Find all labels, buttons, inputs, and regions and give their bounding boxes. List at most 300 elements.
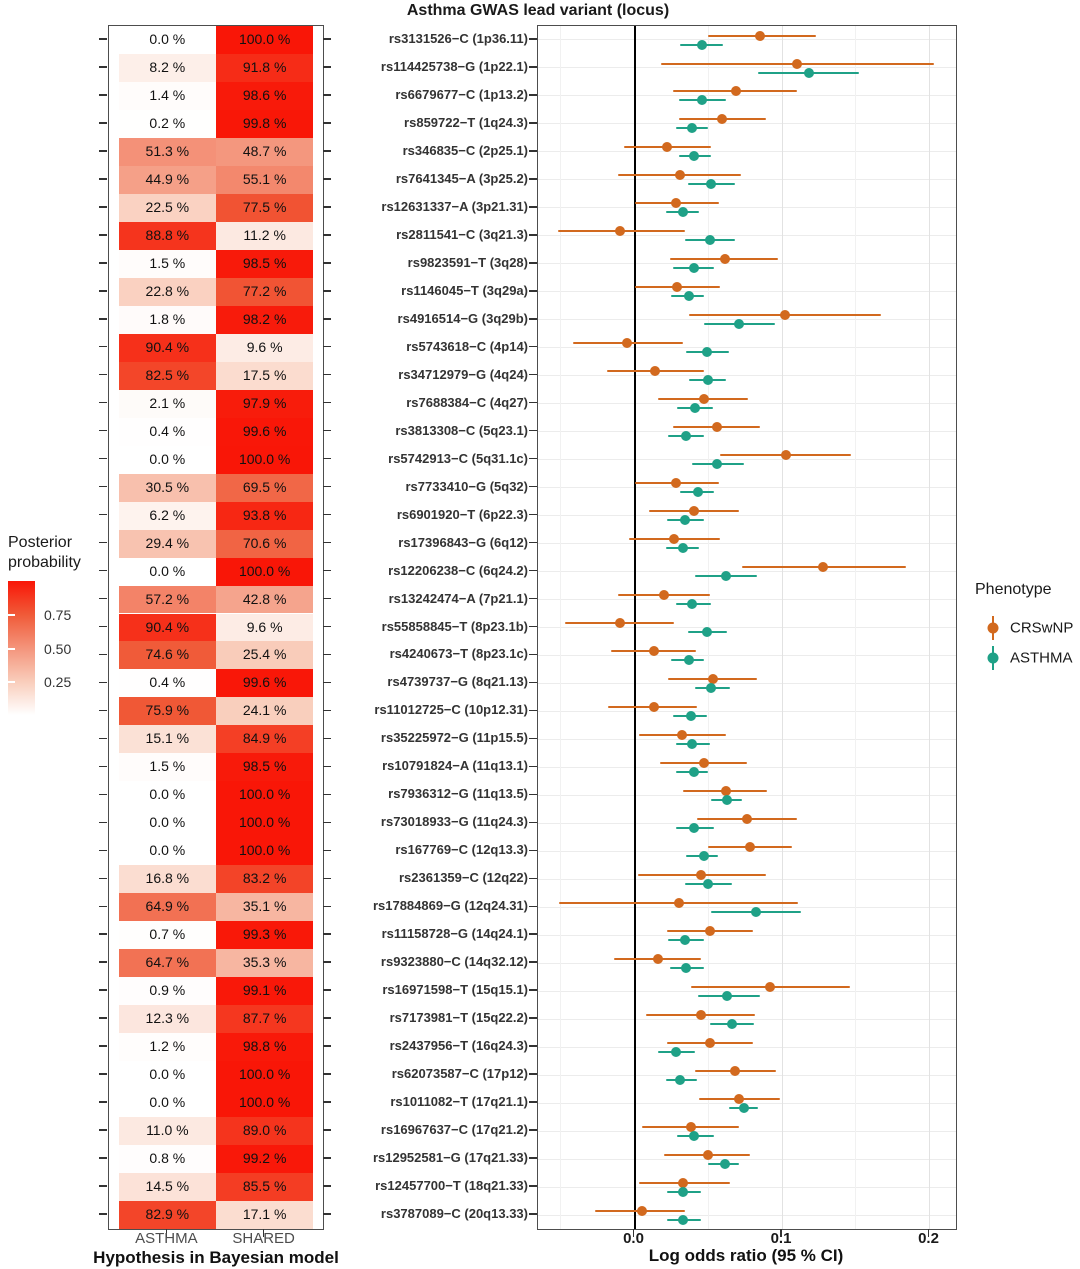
forest-point-crswnp [615,618,625,628]
heatmap-cell: 82.9 % [119,1201,216,1229]
heatmap-tick [323,206,331,208]
heatmap-cell: 29.4 % [119,530,216,558]
forest-left-tick [529,1157,537,1159]
heatmap-tick [99,94,107,96]
heatmap-tick [99,486,107,488]
legend-key-dot [988,653,999,664]
heatmap-tick [323,1129,331,1131]
variant-label: rs9323880−C (14q32.12) [380,954,528,970]
forest-left-tick [529,1185,537,1187]
forest-point-crswnp [637,1206,647,1216]
variant-label: rs5742913−C (5q31.1c) [388,450,528,466]
heatmap-tick [323,66,331,68]
variant-label: rs7688384−C (4q27) [406,394,528,410]
heatmap-tick [323,989,331,991]
heatmap-cell: 0.4 % [119,418,216,446]
heatmap-cell: 91.8 % [216,54,313,82]
heatmap-tick [323,402,331,404]
heatmap-cell: 0.4 % [119,669,216,697]
forest-point-crswnp [705,926,715,936]
heatmap-tick [99,654,107,656]
gridline-horizontal [538,235,956,236]
heatmap-tick [323,542,331,544]
heatmap-cell: 88.8 % [119,222,216,250]
forest-point-asthma [686,711,696,721]
forest-point-asthma [702,627,712,637]
forest-point-crswnp [699,758,709,768]
heatmap-cell: 48.7 % [216,138,313,166]
heatmap-tick [323,570,331,572]
forest-point-asthma [706,179,716,189]
heatmap-cell: 83.2 % [216,865,313,893]
heatmap-tick [323,1157,331,1159]
forest-panel [537,25,957,1230]
forest-left-tick [529,1101,537,1103]
legend-item-label: CRSwNP [1010,619,1074,637]
heatmap-cell: 99.3 % [216,921,313,949]
variant-label: rs7641345−A (3p25.2) [395,170,528,186]
forest-point-asthma [675,1075,685,1085]
heatmap-cell: 85.5 % [216,1173,313,1201]
forest-left-tick [529,430,537,432]
heatmap-cell: 99.6 % [216,669,313,697]
forest-point-asthma [703,879,713,889]
heatmap-x-axis-title: Hypothesis in Bayesian model [93,1248,339,1267]
forest-point-crswnp [730,1066,740,1076]
heatmap-cell: 77.5 % [216,194,313,222]
variant-label: rs73018933−G (11q24.3) [380,814,528,830]
heatmap-tick [99,1129,107,1131]
heatmap-tick [323,262,331,264]
heatmap-cell: 93.8 % [216,502,313,530]
forest-point-crswnp [703,1150,713,1160]
variant-label: rs16967637−C (17q21.2) [380,1122,528,1138]
heatmap-tick [99,430,107,432]
heatmap-cell: 98.5 % [216,753,313,781]
heatmap-cell: 99.8 % [216,110,313,138]
heatmap-cell: 25.4 % [216,641,313,669]
heatmap-tick [323,1073,331,1075]
gridline-horizontal [538,207,956,208]
heatmap-cell: 75.9 % [119,697,216,725]
posterior-colorbar-tick-label: 0.50 [44,640,72,657]
gridline-horizontal [538,95,956,96]
heatmap-tick [323,710,331,712]
heatmap-cell: 17.5 % [216,362,313,390]
heatmap-tick [99,346,107,348]
forest-point-asthma [689,151,699,161]
heatmap-cell: 64.7 % [119,949,216,977]
gridline-horizontal [538,655,956,656]
gridline-horizontal [538,487,956,488]
forest-left-tick [529,1045,537,1047]
forest-point-asthma [706,683,716,693]
heatmap-cell: 9.6 % [216,614,313,642]
forest-left-tick [529,570,537,572]
forest-point-asthma [734,319,744,329]
heatmap-cell: 74.6 % [119,641,216,669]
forest-left-tick [529,822,537,824]
heatmap-cell: 1.8 % [119,306,216,334]
heatmap-cell: 100.0 % [216,446,313,474]
heatmap-cell: 0.0 % [119,781,216,809]
heatmap-tick [99,1017,107,1019]
forest-left-tick [529,150,537,152]
variant-label: rs13242474−A (7p21.1) [388,590,528,606]
variant-label: rs3813308−C (5q23.1) [395,422,528,438]
gridline-horizontal [538,375,956,376]
gridline-horizontal [538,543,956,544]
forest-point-asthma [702,347,712,357]
variant-label: rs4739737−G (8q21.13) [387,674,528,690]
zero-reference-line [634,26,636,1229]
heatmap-cell: 100.0 % [216,1089,313,1117]
heatmap-cell: 90.4 % [119,614,216,642]
heatmap-cell: 0.8 % [119,1145,216,1173]
variant-label: rs114425738−G (1p22.1) [380,58,528,74]
forest-point-crswnp [696,870,706,880]
heatmap-cell: 84.9 % [216,725,313,753]
variant-label: rs12457700−T (18q21.33) [375,1178,528,1194]
heatmap-cell: 97.9 % [216,390,313,418]
variant-label: rs17396843−G (6q12) [398,534,528,550]
forest-point-asthma [689,263,699,273]
heatmap-tick [99,514,107,516]
gridline-horizontal [538,1215,956,1216]
gridline-vertical [929,26,930,1229]
gridline-horizontal [538,291,956,292]
variant-label: rs62073587−C (17p12) [391,1066,528,1082]
heatmap-cell: 99.1 % [216,977,313,1005]
heatmap-cell: 0.0 % [119,1089,216,1117]
forest-point-asthma [739,1103,749,1113]
forest-point-asthma [705,235,715,245]
heatmap-cell: 14.5 % [119,1173,216,1201]
forest-left-tick [529,654,537,656]
variant-label: rs34712979−G (4q24) [398,366,528,382]
heatmap-tick [99,150,107,152]
forest-point-asthma [722,991,732,1001]
forest-point-asthma [680,515,690,525]
heatmap-tick [323,906,331,908]
variant-label: rs4916514−G (3q29b) [397,310,528,326]
heatmap-column-label: SHARED [232,1230,295,1247]
heatmap-tick [323,122,331,124]
heatmap-tick [323,766,331,768]
heatmap-tick [99,822,107,824]
heatmap-tick [323,150,331,152]
forest-point-crswnp [671,478,681,488]
forest-left-tick [529,66,537,68]
heatmap-tick [323,38,331,40]
gridline-horizontal [538,767,956,768]
forest-left-tick [529,738,537,740]
variant-label: rs11158728−G (14q24.1) [381,926,528,942]
forest-left-tick [529,1017,537,1019]
heatmap-tick [99,738,107,740]
heatmap-tick [323,822,331,824]
variant-label: rs5743618−C (4p14) [406,338,528,354]
heatmap-cell: 35.3 % [216,949,313,977]
gridline-horizontal [538,879,956,880]
heatmap-tick [323,1045,331,1047]
forest-left-tick [529,598,537,600]
heatmap-tick [99,122,107,124]
forest-left-tick [529,486,537,488]
variant-label: rs3131526−C (1p36.11) [388,30,528,46]
forest-point-asthma [689,1131,699,1141]
forest-point-crswnp [689,506,699,516]
gridline-horizontal [538,263,956,264]
forest-point-asthma [722,795,732,805]
heatmap-cell: 100.0 % [216,809,313,837]
forest-left-tick [529,514,537,516]
gridline-horizontal [538,907,956,908]
heatmap-tick [99,1185,107,1187]
variant-label: rs7936312−G (11q13.5) [388,786,528,802]
heatmap-tick [99,234,107,236]
forest-point-crswnp [677,730,687,740]
variant-label: rs4240673−T (8p23.1c) [389,646,528,662]
heatmap-tick [99,766,107,768]
heatmap-tick [99,290,107,292]
heatmap-tick [323,486,331,488]
heatmap-tick [99,262,107,264]
x-axis-tick-label: 0.0 [623,1230,644,1247]
heatmap-cell: 0.0 % [119,446,216,474]
heatmap-column-label: ASTHMA [135,1230,198,1247]
forest-left-tick [529,374,537,376]
gridline-horizontal [538,1019,956,1020]
forest-left-tick [529,961,537,963]
heatmap-cell: 15.1 % [119,725,216,753]
heatmap-tick [99,682,107,684]
heatmap-tick [323,626,331,628]
heatmap-cell: 44.9 % [119,166,216,194]
heatmap-tick [323,234,331,236]
heatmap-cell: 98.6 % [216,82,313,110]
gridline-horizontal [538,1131,956,1132]
heatmap-cell: 55.1 % [216,166,313,194]
forest-point-asthma [751,907,761,917]
gridline-horizontal [538,739,956,740]
heatmap-cell: 24.1 % [216,697,313,725]
heatmap-tick [99,374,107,376]
heatmap-tick [99,402,107,404]
gridline-horizontal [538,935,956,936]
heatmap-tick [99,794,107,796]
heatmap-cell: 0.0 % [119,26,216,54]
heatmap-tick [99,542,107,544]
heatmap-tick [323,290,331,292]
forest-point-asthma [681,431,691,441]
heatmap-cell: 98.2 % [216,306,313,334]
gridline-horizontal [538,711,956,712]
heatmap-tick [99,933,107,935]
heatmap-cell: 100.0 % [216,781,313,809]
forest-point-asthma [678,207,688,217]
gridline-horizontal [538,1159,956,1160]
heatmap-tick [323,654,331,656]
heatmap-tick [99,66,107,68]
forest-left-tick [529,290,537,292]
variant-label: rs859722−T (1q24.3) [404,114,528,130]
variant-label: rs17884869−G (12q24.31) [372,898,528,914]
legend-key-dot [988,623,999,634]
gridline-horizontal [538,515,956,516]
gridline-horizontal [538,1075,956,1076]
forest-point-asthma [684,291,694,301]
variant-label: rs167769−C (12q13.3) [395,842,528,858]
forest-point-asthma [690,403,700,413]
heatmap-tick [323,458,331,460]
x-axis-tick-label: 0.1 [770,1230,792,1247]
heatmap-cell: 30.5 % [119,474,216,502]
heatmap-cell: 90.4 % [119,334,216,362]
forest-left-tick [529,38,537,40]
heatmap-cell: 100.0 % [216,26,313,54]
forest-point-asthma [727,1019,737,1029]
legend-item-label: ASTHMA [1010,649,1073,667]
posterior-colorbar-notch [8,648,15,650]
gridline-horizontal [538,683,956,684]
heatmap-cell: 2.1 % [119,390,216,418]
heatmap-tick [323,94,331,96]
forest-left-tick [529,989,537,991]
posterior-colorbar-tick-label: 0.75 [44,607,72,623]
gridline-horizontal [538,991,956,992]
heatmap-cell: 1.4 % [119,82,216,110]
heatmap-cell: 0.0 % [119,809,216,837]
heatmap-tick [323,318,331,320]
heatmap-cell: 51.3 % [119,138,216,166]
heatmap-cell: 35.1 % [216,893,313,921]
heatmap-cell: 100.0 % [216,558,313,586]
forest-point-asthma [681,963,691,973]
heatmap-cell: 11.0 % [119,1117,216,1145]
variant-label: rs6679677−C (1p13.2) [395,86,528,102]
phenotype-legend-title: Phenotype [975,581,1052,598]
heatmap-tick [99,1045,107,1047]
forest-left-tick [529,794,537,796]
gridline-vertical [560,26,561,1229]
heatmap-tick [99,626,107,628]
x-axis-tick-label: 0.2 [918,1230,939,1247]
posterior-legend-title: Posterior probability [8,534,81,571]
variant-label: rs3787089−C (20q13.33) [380,1206,528,1221]
gridline-horizontal [538,571,956,572]
heatmap-cell: 100.0 % [216,837,313,865]
heatmap-tick [323,961,331,963]
variant-label: rs2361359−C (12q22) [398,870,528,886]
variant-label: rs346835−C (2p25.1) [402,142,528,158]
heatmap-tick [99,318,107,320]
gridline-horizontal [538,963,956,964]
forest-point-crswnp [659,590,669,600]
forest-point-asthma [721,571,731,581]
gridline-vertical [855,26,856,1229]
forest-left-tick [529,94,537,96]
forest-point-asthma [680,935,690,945]
variant-label: rs1011082−T (17q21.1) [390,1094,528,1110]
heatmap-cell: 1.5 % [119,753,216,781]
forest-point-asthma [693,487,703,497]
heatmap-cell: 8.2 % [119,54,216,82]
posterior-colorbar-notch [8,681,15,683]
variant-label: rs55858845−T (8p23.1b) [381,618,528,634]
forest-point-asthma [687,599,697,609]
heatmap-cell: 99.2 % [216,1145,313,1173]
variant-label: rs7733410−G (5q32) [405,478,528,494]
heatmap-tick [99,989,107,991]
forest-left-tick [529,234,537,236]
heatmap-tick [323,794,331,796]
forest-left-tick [529,906,537,908]
heatmap-cell: 98.8 % [216,1033,313,1061]
forest-left-tick [529,766,537,768]
heatmap-tick [99,878,107,880]
forest-left-tick [529,542,537,544]
forest-point-asthma [689,767,699,777]
gridline-horizontal [538,459,956,460]
forest-left-tick [529,458,537,460]
heatmap-tick [323,1185,331,1187]
gridline-horizontal [538,319,956,320]
variant-label: rs2437956−T (16q24.3) [389,1038,528,1054]
variant-label: rs12952581−G (17q21.33) [372,1150,528,1166]
heatmap-cell: 87.7 % [216,1005,313,1033]
heatmap-cell: 12.3 % [119,1005,216,1033]
heatmap-cell: 9.6 % [216,334,313,362]
heatmap-cell: 70.6 % [216,530,313,558]
forest-left-tick [529,262,537,264]
plot-title: Asthma GWAS lead variant (locus) [406,2,670,19]
forest-point-asthma [697,95,707,105]
forest-point-asthma [687,123,697,133]
forest-point-asthma [712,459,722,469]
heatmap-tick [99,570,107,572]
heatmap-tick [99,178,107,180]
heatmap-cell: 1.5 % [119,250,216,278]
forest-left-tick [529,122,537,124]
forest-point-crswnp [678,1178,688,1188]
heatmap-tick [99,1157,107,1159]
heatmap-tick [99,1073,107,1075]
forest-left-tick [529,318,537,320]
heatmap-tick [323,346,331,348]
heatmap-tick [323,682,331,684]
heatmap-tick [323,430,331,432]
heatmap-cell: 100.0 % [216,1061,313,1089]
heatmap-cell: 11.2 % [216,222,313,250]
heatmap-tick [323,598,331,600]
forest-point-crswnp [792,59,802,69]
forest-point-crswnp [717,114,727,124]
heatmap-tick [323,933,331,935]
heatmap-cell: 17.1 % [216,1201,313,1229]
forest-point-crswnp [705,1038,715,1048]
heatmap-tick [99,850,107,852]
forest-point-crswnp [755,31,765,41]
gridline-horizontal [538,1047,956,1048]
forest-left-tick [529,626,537,628]
heatmap-cell: 1.2 % [119,1033,216,1061]
heatmap-tick [99,906,107,908]
variant-label: rs12206238−C (6q24.2) [388,562,528,578]
forest-point-asthma [703,375,713,385]
gridline-horizontal [538,347,956,348]
heatmap-tick [99,206,107,208]
